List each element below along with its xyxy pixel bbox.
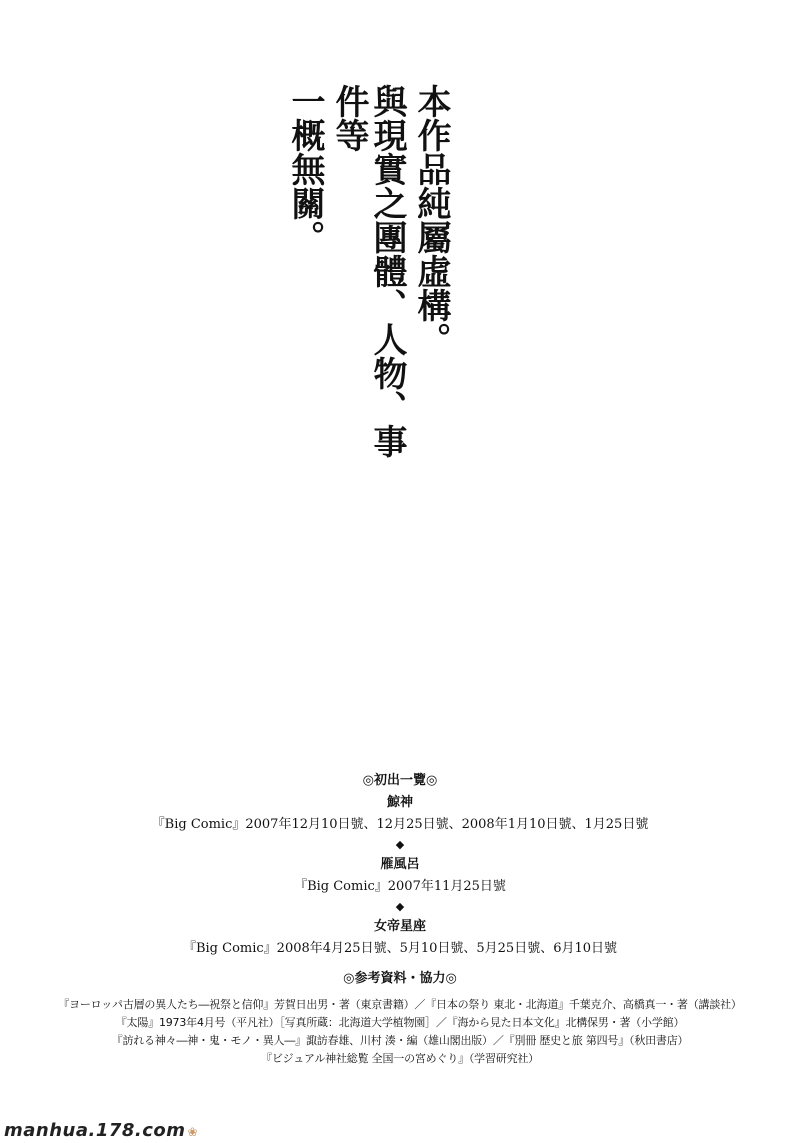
separator-diamond: ◆ [395, 900, 405, 913]
work-publication-detail: 『Big Comic』2008年4月25日號、5月10日號、5月25日號、6月10日號 [182, 941, 618, 956]
disclaimer-line-2: 與現實之團體、人物、事件等 [329, 84, 407, 458]
disclaimer-line-3: 一概無關。 [285, 84, 325, 254]
work-title: 雁風呂 [380, 857, 420, 872]
references-header: ◎参考資料・協力◎ [343, 971, 457, 986]
separator-diamond: ◆ [395, 838, 405, 851]
work-title: 鯨神 [386, 795, 413, 810]
work-publication-detail: 『Big Comic』2007年12月10日號、12月25日號、2008年1月10日號、1月25日號 [151, 817, 649, 832]
disclaimer-line-1: 本作品純屬虛構。 [411, 84, 451, 356]
watermark-text: manhua.178.com [4, 1120, 186, 1141]
site-watermark [4, 1120, 198, 1141]
reference-line: 『訪れる神々―神・鬼・モノ・異人―』諏訪春雄、川村 湊・編（雄山閣出版）／『別冊 歴史と旅 第四号』（秋田書店） [111, 1034, 689, 1047]
first-publication-header: ◎初出一覽◎ [362, 773, 438, 788]
reference-line: 『太陽』1973年4月号（平凡社）［写真所蔵：北海道大学植物園］／『海から見た日本文化』北構保男・著（小学館） [115, 1016, 685, 1029]
flower-icon: ❀ [187, 1125, 199, 1139]
reference-line: 『ヨーロッパ古層の異人たち―祝祭と信仰』芳賀日出男・著（東京書籍）／『日本の祭り 東北・北海道』千葉克介、高橋真一・著（講談社） [58, 998, 742, 1011]
reference-line: 『ビジュアル神社総覧 全国一の宮めぐり』（学習研究社） [261, 1052, 539, 1065]
references-section [0, 968, 800, 1068]
credits-section [0, 770, 800, 1068]
fiction-disclaimer [285, 84, 451, 464]
work-title: 女帝星座 [373, 919, 426, 934]
work-publication-detail: 『Big Comic』2007年11月25日號 [294, 879, 506, 894]
